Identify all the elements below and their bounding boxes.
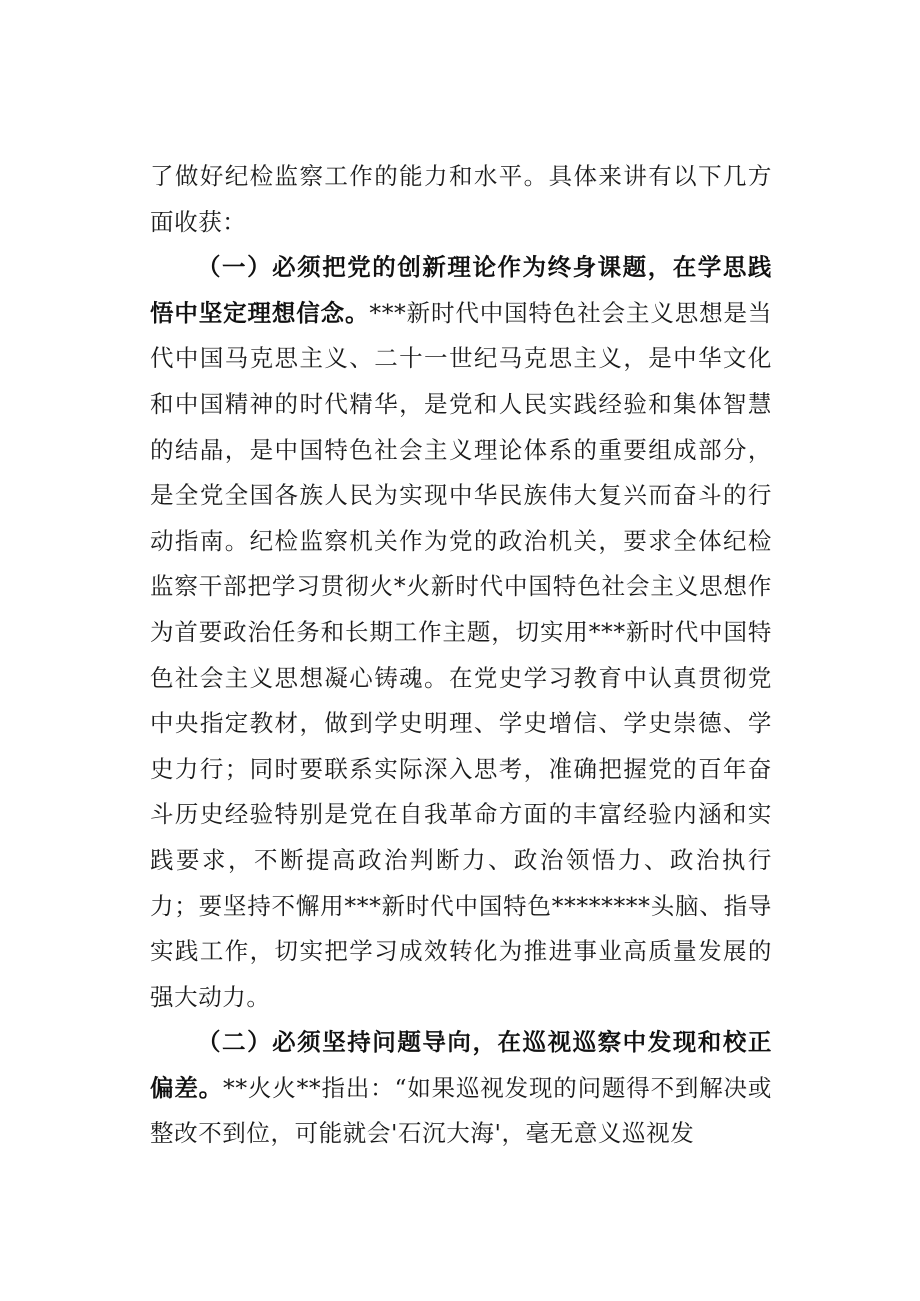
paragraph-intro-text: 了做好纪检监察工作的能力和水平。具体来讲有以下几方面收获： <box>150 162 772 236</box>
document-body <box>150 154 772 1157</box>
section-2-text: **火火**指出：“如果巡视发现的问题得不到解决或整改不到位，可能就会'石沉大海'，毫无意义巡视发 <box>150 1073 772 1148</box>
paragraph-intro <box>150 154 772 245</box>
section-2-heading: （二）必须坚持问题导向，在巡视巡察中发现和校正偏差。 <box>150 1028 772 1102</box>
paragraph-section-2 <box>150 1020 772 1157</box>
section-1-text: ***新时代中国特色社会主义思想是当代中国马克思主义、二十一世纪马克思主义，是中华文化和中国精神的时代精华，是党和人民实践经验和集体智慧的结晶，是中国特色社会主义理论体系的重要组成部分，是全党全国各族人民为实现中华民族伟大复兴而奋斗的行动指南。纪检监察机关作为党的政治机关，要求全体纪检监察干部把学习贯彻火*火新时代中国特色社会主义思想作为首要政治任务和长期工作主题，切实用***新时代中国特色社会主义思想凝心铸魂。在党史学习教育中认真贯彻党中央指定教材，做到学史明理、学史增信、学史崇德、学史力行；同时要联系实际深入思考，准确把握党的百年奋斗历史经验特别是党在自我革命方面的丰富经验内涵和实践要求，不断提高政治判断力、政治领悟力、政治执行力；要坚持不懈用***新时代中国特色********头脑、指导实践工作，切实把学习成效转化为推进事业高质量发展的强大动力。 <box>150 298 772 1011</box>
paragraph-section-1 <box>150 245 772 1020</box>
section-1-heading: （一）必须把党的创新理论作为终身课题，在学思践悟中坚定理想信念。 <box>150 253 772 327</box>
